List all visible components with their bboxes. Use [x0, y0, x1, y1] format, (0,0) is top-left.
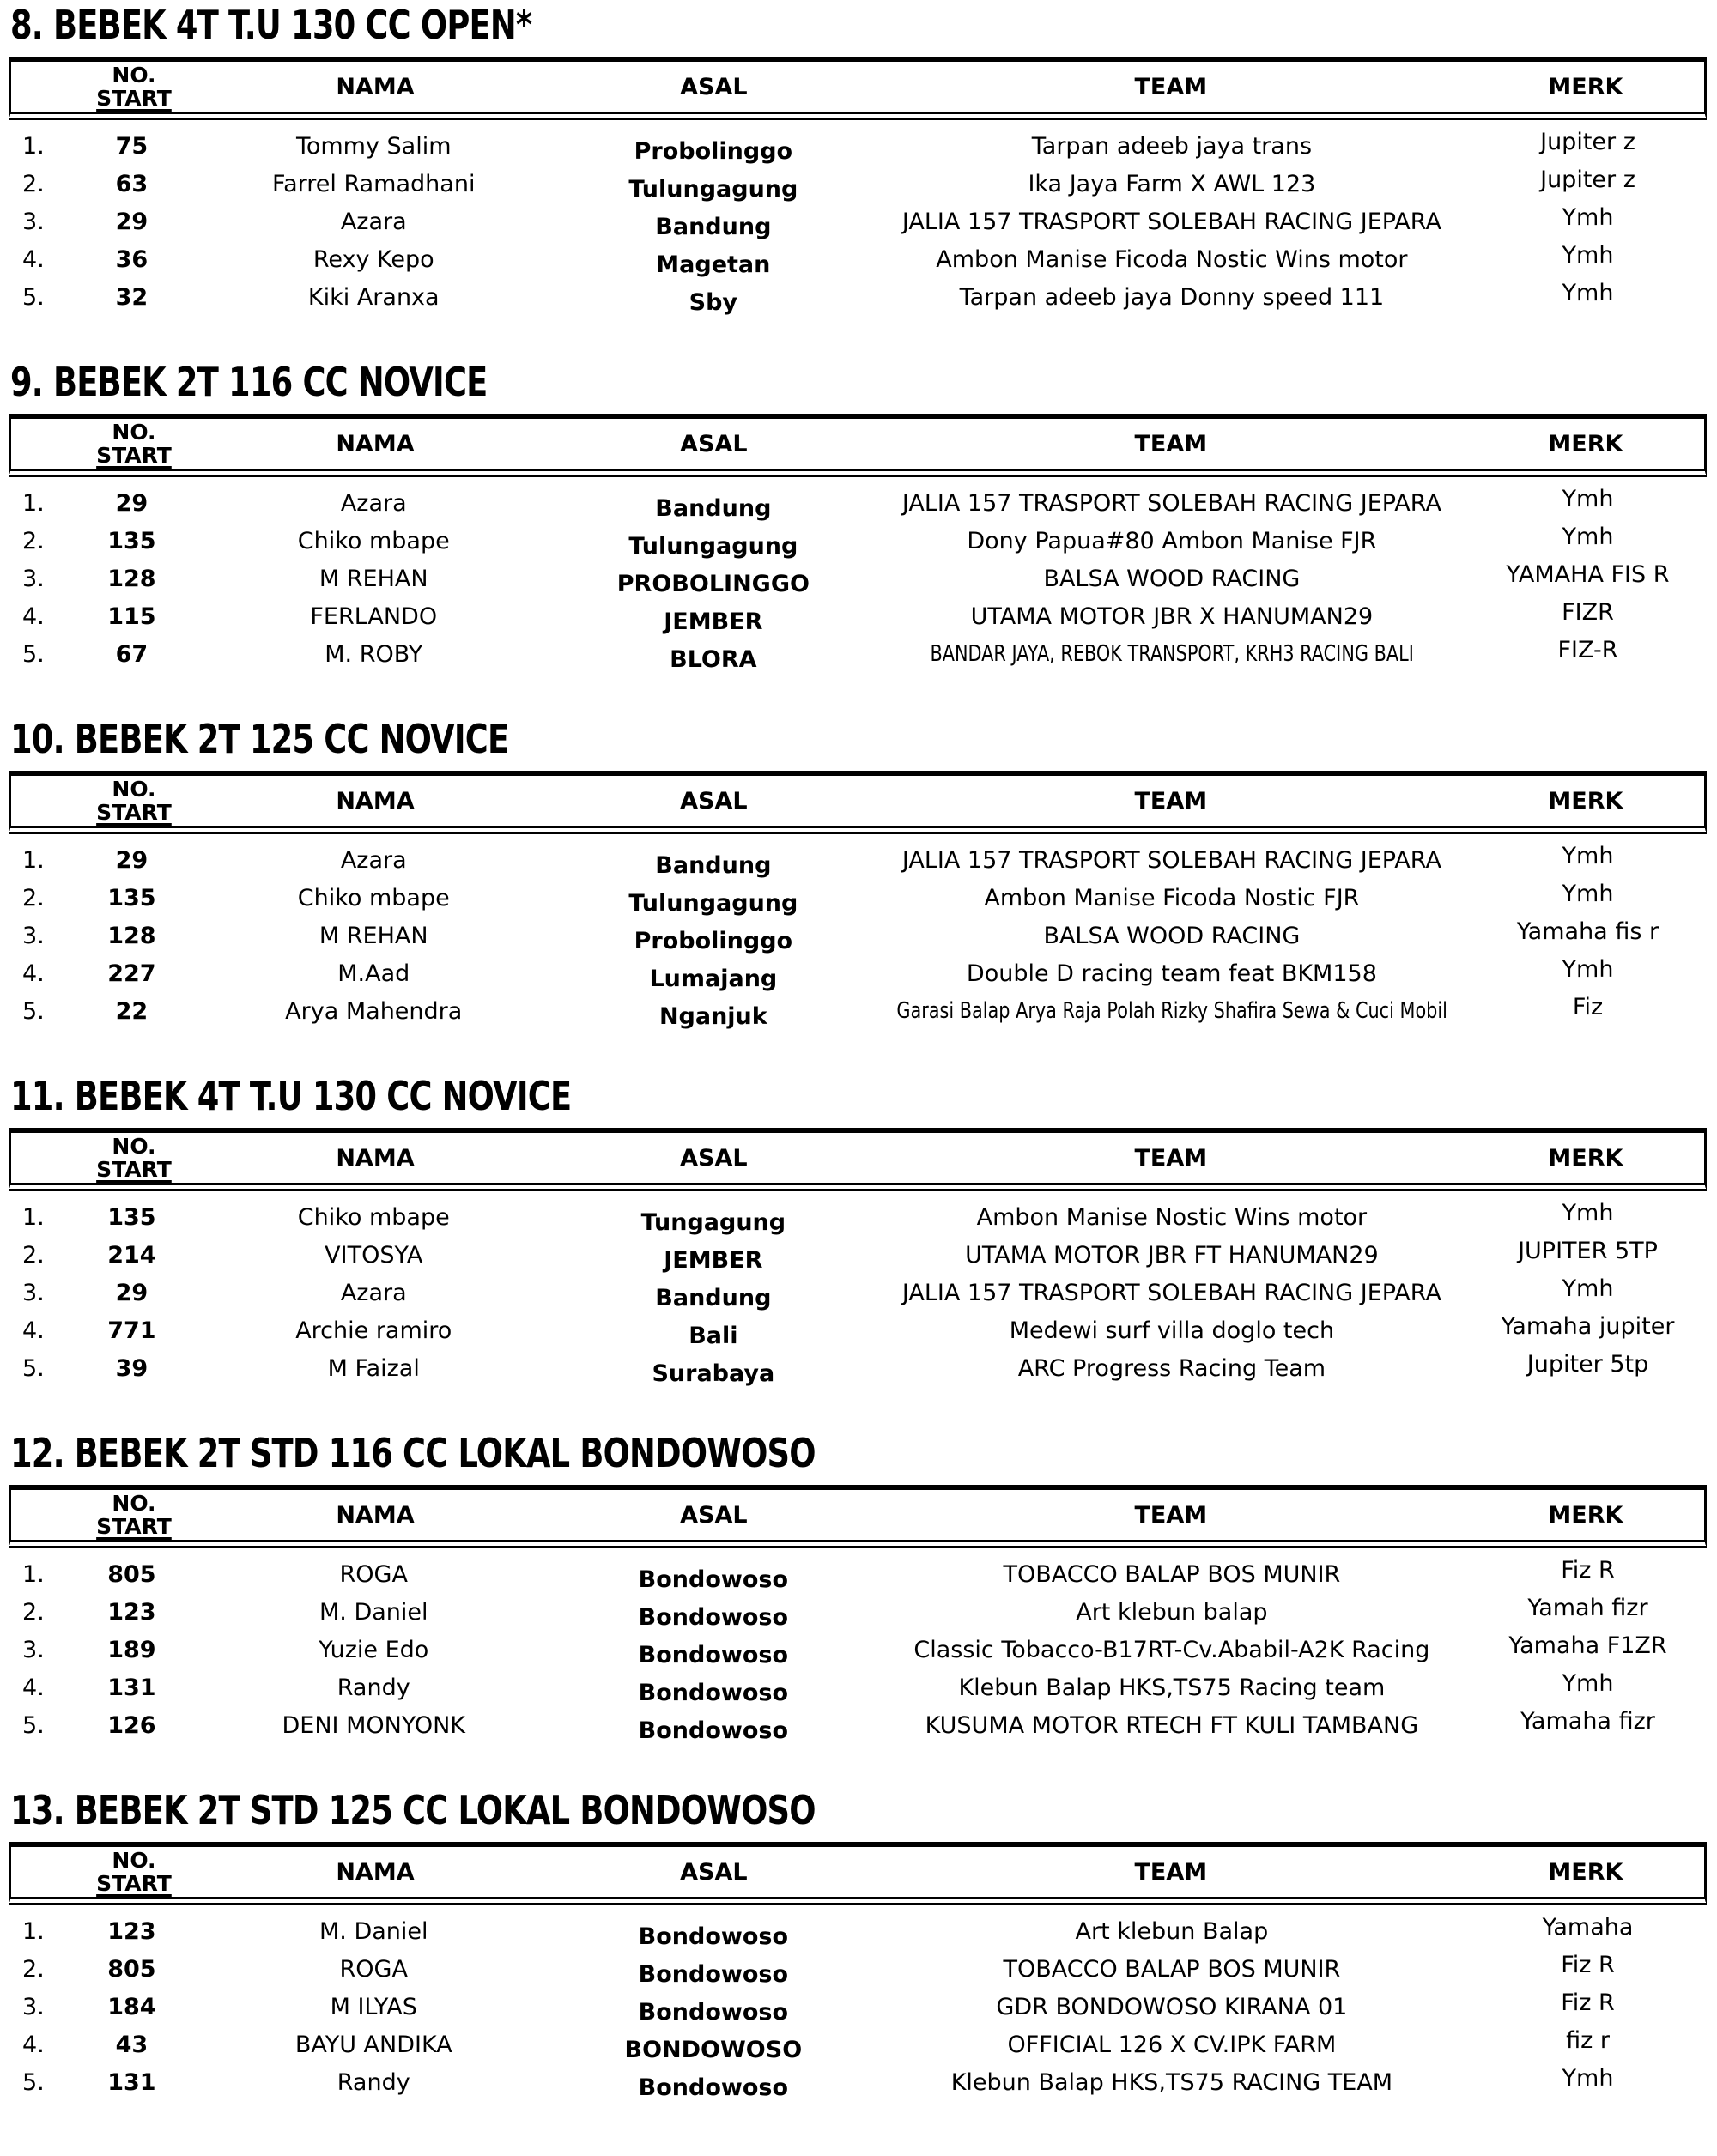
table-row	[9, 1988, 1707, 2026]
team-cell: GDR BONDOWOSO KIRANA 01	[996, 1993, 1348, 2020]
rider-name-cell: Archie ramiro	[295, 1317, 452, 1344]
rider-name-cell: Azara	[340, 489, 407, 517]
row-number-cell: 4.	[22, 960, 45, 987]
header-cell-rownum	[11, 1490, 70, 1540]
start-number-cell: 189	[107, 1636, 156, 1663]
table-body	[9, 1191, 1707, 1387]
race-class-section	[9, 359, 1707, 673]
start-number-cell: 123	[107, 1917, 156, 1945]
row-number-cell: 3.	[22, 1636, 45, 1663]
origin-cell: Bandung	[655, 213, 772, 240]
header-no-label: NO.	[112, 420, 156, 445]
table-row	[9, 2026, 1707, 2063]
table-header-row	[9, 57, 1707, 120]
row-number-cell: 4.	[22, 1674, 45, 1701]
brand-cell: Jupiter z	[1540, 128, 1635, 155]
origin-cell: Probolinggo	[634, 927, 793, 954]
header-cell-no-start	[70, 776, 197, 826]
row-number-cell: 2.	[22, 1598, 45, 1626]
team-cell: BANDAR JAYA, REBOK TRANSPORT, KRH3 RACING BALI	[930, 641, 1414, 667]
rider-name-cell: M Faizal	[327, 1354, 420, 1382]
brand-cell: Yamaha fizr	[1520, 1707, 1655, 1735]
team-cell: Tarpan adeeb jaya trans	[1031, 132, 1313, 160]
table-header-row	[9, 414, 1707, 477]
origin-cell: JEMBER	[664, 608, 763, 635]
header-cell-merk: MERK	[1548, 73, 1623, 100]
origin-cell: Bandung	[655, 851, 772, 879]
table-row	[9, 992, 1707, 1030]
header-cell-merk: MERK	[1548, 1858, 1623, 1886]
rider-name-cell: ROGA	[339, 1560, 408, 1588]
start-number-cell: 214	[107, 1241, 156, 1269]
rider-name-cell: Chiko mbape	[297, 527, 450, 554]
brand-cell: Yamaha F1ZR	[1508, 1632, 1667, 1659]
header-cell-no-start	[70, 1490, 197, 1540]
brand-cell: Ymh	[1562, 880, 1614, 907]
team-cell: JALIA 157 TRASPORT SOLEBAH RACING JEPARA	[901, 846, 1441, 874]
startlist-table	[9, 771, 1707, 1030]
row-number-cell: 1.	[22, 1203, 45, 1231]
row-number-cell: 4.	[22, 245, 45, 273]
rider-name-cell: M.Aad	[337, 960, 410, 987]
team-cell: Classic Tobacco-B17RT-Cv.Ababil-A2K Racing	[913, 1636, 1430, 1663]
table-row	[9, 1912, 1707, 1950]
row-number-cell: 3.	[22, 208, 45, 235]
header-cell-nama: NAMA	[336, 430, 415, 457]
start-number-cell: 43	[115, 2031, 149, 2058]
origin-cell: Surabaya	[652, 1360, 775, 1387]
header-start-label: START	[96, 86, 172, 111]
header-cell-asal: ASAL	[680, 1858, 748, 1886]
header-cell-nama: NAMA	[336, 1501, 415, 1529]
table-row	[9, 635, 1707, 673]
section-title: 11. BEBEK 4T T.U 130 CC NOVICE	[10, 1073, 572, 1119]
header-no-label: NO.	[112, 777, 156, 802]
row-number-cell: 1.	[22, 1560, 45, 1588]
section-title: 8. BEBEK 4T T.U 130 CC OPEN*	[10, 2, 532, 48]
row-number-cell: 1.	[22, 489, 45, 517]
table-row	[9, 1706, 1707, 1744]
table-row	[9, 1311, 1707, 1349]
row-number-cell: 5.	[22, 2068, 45, 2096]
header-cell-team: TEAM	[1134, 430, 1208, 457]
start-number-cell: 184	[107, 1993, 156, 2020]
brand-cell: Ymh	[1562, 2064, 1614, 2092]
brand-cell: fiz r	[1566, 2026, 1610, 2054]
team-cell: JALIA 157 TRASPORT SOLEBAH RACING JEPARA	[901, 1279, 1441, 1306]
header-cell-asal: ASAL	[680, 1144, 748, 1172]
race-class-section	[9, 1430, 1707, 1744]
team-cell: TOBACCO BALAP BOS MUNIR	[1003, 1955, 1341, 1983]
origin-cell: Bondowoso	[638, 1717, 789, 1744]
table-row	[9, 1236, 1707, 1274]
team-cell: Klebun Balap HKS,TS75 RACING TEAM	[950, 2068, 1393, 2096]
origin-cell: Bondowoso	[638, 1566, 789, 1593]
origin-cell: Bondowoso	[638, 1603, 789, 1631]
header-cell-rownum	[11, 776, 70, 826]
row-number-cell: 5.	[22, 640, 45, 668]
team-cell: Ika Jaya Farm X AWL 123	[1028, 170, 1316, 197]
table-row	[9, 954, 1707, 992]
header-start-label: START	[96, 800, 172, 825]
team-cell: TOBACCO BALAP BOS MUNIR	[1003, 1560, 1341, 1588]
rider-name-cell: M. ROBY	[325, 640, 423, 668]
row-number-cell: 3.	[22, 1279, 45, 1306]
rider-name-cell: Arya Mahendra	[285, 997, 463, 1025]
row-number-cell: 3.	[22, 565, 45, 592]
header-cell-rownum	[11, 1133, 70, 1183]
brand-cell: Fiz R	[1561, 1989, 1615, 2016]
race-class-section	[9, 716, 1707, 1030]
start-number-cell: 131	[107, 1674, 156, 1701]
team-cell: BALSA WOOD RACING	[1043, 922, 1301, 949]
brand-cell: Fiz R	[1561, 1951, 1615, 1978]
start-number-cell: 39	[115, 1354, 149, 1382]
team-cell: Klebun Balap HKS,TS75 Racing team	[958, 1674, 1386, 1701]
start-number-cell: 75	[115, 132, 149, 160]
table-body	[9, 120, 1707, 316]
origin-cell: Tungagung	[640, 1208, 786, 1236]
origin-cell: Lumajang	[649, 965, 778, 992]
header-start-label: START	[96, 1871, 172, 1896]
start-number-cell: 63	[115, 170, 149, 197]
origin-cell: JEMBER	[664, 1246, 763, 1274]
rider-name-cell: Azara	[340, 208, 407, 235]
race-class-section	[9, 2, 1707, 316]
rider-name-cell: M. Daniel	[319, 1917, 428, 1945]
team-cell: UTAMA MOTOR JBR X HANUMAN29	[970, 603, 1374, 630]
header-cell-no-start	[70, 1847, 197, 1897]
origin-cell: Probolinggo	[634, 137, 793, 165]
header-start-label: START	[96, 1157, 172, 1182]
header-cell-rownum	[11, 419, 70, 469]
table-row	[9, 879, 1707, 917]
origin-cell: Tulungagung	[628, 889, 798, 917]
start-number-cell: 29	[115, 1279, 149, 1306]
team-cell: UTAMA MOTOR JBR FT HANUMAN29	[965, 1241, 1379, 1269]
header-cell-team: TEAM	[1134, 1501, 1208, 1529]
rider-name-cell: Azara	[340, 1279, 407, 1306]
section-title: 10. BEBEK 2T 125 CC NOVICE	[10, 716, 509, 762]
rider-name-cell: M. Daniel	[319, 1598, 428, 1626]
brand-cell: Ymh	[1562, 1199, 1614, 1226]
start-number-cell: 123	[107, 1598, 156, 1626]
team-cell: Double D racing team feat BKM158	[966, 960, 1377, 987]
origin-cell: BONDOWOSO	[624, 2036, 803, 2063]
table-row	[9, 240, 1707, 278]
table-row	[9, 1349, 1707, 1387]
header-start-label: START	[96, 443, 172, 468]
table-row	[9, 1668, 1707, 1706]
rider-name-cell: Randy	[337, 1674, 410, 1701]
start-number-cell: 227	[107, 960, 156, 987]
brand-cell: Ymh	[1562, 1275, 1614, 1302]
brand-cell: Fiz	[1572, 993, 1604, 1020]
header-cell-asal: ASAL	[680, 73, 748, 100]
race-class-section	[9, 1787, 1707, 2101]
brand-cell: Yamaha fis r	[1516, 918, 1659, 945]
table-body	[9, 477, 1707, 673]
header-cell-merk: MERK	[1548, 787, 1623, 815]
table-body	[9, 834, 1707, 1030]
brand-cell: Jupiter z	[1540, 166, 1635, 193]
rider-name-cell: BAYU ANDIKA	[294, 2031, 452, 2058]
header-cell-team: TEAM	[1134, 1144, 1208, 1172]
rider-name-cell: Tommy Salim	[295, 132, 452, 160]
start-number-cell: 29	[115, 208, 149, 235]
brand-cell: Fiz R	[1561, 1556, 1615, 1584]
header-no-label: NO.	[112, 1848, 156, 1873]
rider-name-cell: Rexy Kepo	[312, 245, 434, 273]
rider-name-cell: M REHAN	[319, 565, 428, 592]
team-cell: Dony Papua#80 Ambon Manise FJR	[967, 527, 1377, 554]
header-cell-team: TEAM	[1134, 73, 1208, 100]
rider-name-cell: Yuzie Edo	[319, 1636, 429, 1663]
table-row	[9, 917, 1707, 954]
rider-name-cell: DENI MONYONK	[282, 1711, 465, 1739]
origin-cell: PROBOLINGGO	[616, 570, 810, 597]
brand-cell: Ymh	[1562, 279, 1614, 306]
row-number-cell: 1.	[22, 132, 45, 160]
header-cell-merk: MERK	[1548, 1501, 1623, 1529]
row-number-cell: 2.	[22, 884, 45, 911]
table-row	[9, 1555, 1707, 1593]
origin-cell: Bandung	[655, 494, 772, 522]
header-no-label: NO.	[112, 63, 156, 88]
brand-cell: JUPITER 5TP	[1518, 1237, 1658, 1264]
header-cell-asal: ASAL	[680, 787, 748, 815]
row-number-cell: 3.	[22, 922, 45, 949]
origin-cell: Magetan	[656, 251, 771, 278]
start-number-cell: 36	[115, 245, 149, 273]
startlist-table	[9, 1485, 1707, 1744]
origin-cell: Bali	[689, 1322, 738, 1349]
table-row	[9, 165, 1707, 203]
row-number-cell: 1.	[22, 846, 45, 874]
table-row	[9, 127, 1707, 165]
rider-name-cell: Farrel Ramadhani	[272, 170, 476, 197]
start-number-cell: 29	[115, 489, 149, 517]
row-number-cell: 5.	[22, 1711, 45, 1739]
origin-cell: Tulungagung	[628, 532, 798, 560]
header-cell-team: TEAM	[1134, 787, 1208, 815]
table-row	[9, 1198, 1707, 1236]
team-cell: Medewi surf villa doglo tech	[1009, 1317, 1335, 1344]
brand-cell: Ymh	[1562, 203, 1614, 231]
start-number-cell: 67	[115, 640, 149, 668]
row-number-cell: 2.	[22, 1955, 45, 1983]
section-title: 9. BEBEK 2T 116 CC NOVICE	[10, 359, 488, 405]
brand-cell: Ymh	[1562, 955, 1614, 983]
start-number-cell: 115	[107, 603, 156, 630]
table-body	[9, 1548, 1707, 1744]
table-header-row	[9, 771, 1707, 834]
table-header-row	[9, 1842, 1707, 1905]
origin-cell: Sby	[689, 288, 738, 316]
startlist-table	[9, 1128, 1707, 1387]
brand-cell: Ymh	[1562, 241, 1614, 269]
team-cell: BALSA WOOD RACING	[1043, 565, 1301, 592]
rider-name-cell: M REHAN	[319, 922, 428, 949]
rider-name-cell: Chiko mbape	[297, 884, 450, 911]
team-cell: OFFICIAL 126 X CV.IPK FARM	[1007, 2031, 1337, 2058]
start-number-cell: 135	[107, 527, 156, 554]
rider-name-cell: Azara	[340, 846, 407, 874]
team-cell: Ambon Manise Ficoda Nostic Wins motor	[936, 245, 1408, 273]
rider-name-cell: M ILYAS	[330, 1993, 417, 2020]
table-row	[9, 203, 1707, 240]
brand-cell: Yamaha jupiter	[1501, 1312, 1675, 1340]
row-number-cell: 5.	[22, 997, 45, 1025]
header-cell-rownum	[11, 62, 70, 112]
brand-cell: YAMAHA FIS R	[1506, 560, 1670, 588]
header-cell-no-start	[70, 62, 197, 112]
origin-cell: BLORA	[670, 645, 757, 673]
row-number-cell: 5.	[22, 1354, 45, 1382]
team-cell: KUSUMA MOTOR RTECH FT KULI TAMBANG	[925, 1711, 1419, 1739]
start-number-cell: 135	[107, 1203, 156, 1231]
start-number-cell: 29	[115, 846, 149, 874]
start-number-cell: 805	[107, 1955, 156, 1983]
start-number-cell: 32	[115, 283, 149, 311]
table-row	[9, 2063, 1707, 2101]
brand-cell: FIZ-R	[1557, 636, 1618, 663]
startlist-table	[9, 57, 1707, 316]
origin-cell: Bondowoso	[638, 1998, 789, 2026]
header-start-label: START	[96, 1514, 172, 1539]
team-cell: Ambon Manise Ficoda Nostic FJR	[984, 884, 1360, 911]
start-number-cell: 128	[107, 922, 156, 949]
header-cell-rownum	[11, 1847, 70, 1897]
origin-cell: Nganjuk	[658, 1002, 767, 1030]
table-body	[9, 1905, 1707, 2101]
row-number-cell: 1.	[22, 1917, 45, 1945]
header-no-label: NO.	[112, 1491, 156, 1516]
header-cell-merk: MERK	[1548, 430, 1623, 457]
header-cell-merk: MERK	[1548, 1144, 1623, 1172]
header-cell-nama: NAMA	[336, 1858, 415, 1886]
race-class-section	[9, 1073, 1707, 1387]
startlist-table	[9, 414, 1707, 673]
team-cell: Tarpan adeeb jaya Donny speed 111	[959, 283, 1385, 311]
start-number-cell: 126	[107, 1711, 156, 1739]
row-number-cell: 5.	[22, 283, 45, 311]
team-cell: JALIA 157 TRASPORT SOLEBAH RACING JEPARA	[901, 489, 1441, 517]
brand-cell: Ymh	[1562, 1669, 1614, 1697]
table-row	[9, 522, 1707, 560]
header-cell-asal: ASAL	[680, 430, 748, 457]
section-title: 13. BEBEK 2T STD 125 CC LOKAL BONDOWOSO	[10, 1787, 816, 1833]
rider-name-cell: Randy	[337, 2068, 410, 2096]
team-cell: Garasi Balap Arya Raja Polah Rizky Shafira Sewa & Cuci Mobil	[896, 998, 1447, 1024]
header-no-label: NO.	[112, 1134, 156, 1159]
rider-name-cell: ROGA	[339, 1955, 408, 1983]
header-cell-asal: ASAL	[680, 1501, 748, 1529]
rider-name-cell: FERLANDO	[310, 603, 438, 630]
origin-cell: Bondowoso	[638, 1641, 789, 1668]
start-number-cell: 771	[107, 1317, 156, 1344]
brand-cell: Ymh	[1562, 842, 1614, 869]
table-row	[9, 484, 1707, 522]
origin-cell: Bondowoso	[638, 1923, 789, 1950]
table-row	[9, 1274, 1707, 1311]
row-number-cell: 3.	[22, 1993, 45, 2020]
brand-cell: Yamaha	[1542, 1913, 1634, 1941]
origin-cell: Tulungagung	[628, 175, 798, 203]
start-number-cell: 128	[107, 565, 156, 592]
row-number-cell: 2.	[22, 527, 45, 554]
header-cell-no-start	[70, 1133, 197, 1183]
rider-name-cell: VITOSYA	[325, 1241, 423, 1269]
row-number-cell: 2.	[22, 170, 45, 197]
header-cell-team: TEAM	[1134, 1858, 1208, 1886]
team-cell: JALIA 157 TRASPORT SOLEBAH RACING JEPARA	[901, 208, 1441, 235]
team-cell: Ambon Manise Nostic Wins motor	[976, 1203, 1368, 1231]
header-cell-nama: NAMA	[336, 73, 415, 100]
table-row	[9, 1593, 1707, 1631]
table-row	[9, 597, 1707, 635]
origin-cell: Bondowoso	[638, 1960, 789, 1988]
team-cell: Art klebun balap	[1076, 1598, 1268, 1626]
table-row	[9, 841, 1707, 879]
start-number-cell: 805	[107, 1560, 156, 1588]
start-number-cell: 131	[107, 2068, 156, 2096]
origin-cell: Bondowoso	[638, 1679, 789, 1706]
row-number-cell: 4.	[22, 2031, 45, 2058]
rider-name-cell: Kiki Aranxa	[307, 283, 440, 311]
origin-cell: Bondowoso	[638, 2074, 789, 2101]
header-cell-nama: NAMA	[336, 1144, 415, 1172]
row-number-cell: 2.	[22, 1241, 45, 1269]
start-number-cell: 135	[107, 884, 156, 911]
table-row	[9, 1950, 1707, 1988]
header-cell-no-start	[70, 419, 197, 469]
table-header-row	[9, 1128, 1707, 1191]
table-header-row	[9, 1485, 1707, 1548]
startlist-table	[9, 1842, 1707, 2101]
section-title: 12. BEBEK 2T STD 116 CC LOKAL BONDOWOSO	[10, 1430, 816, 1476]
table-row	[9, 1631, 1707, 1668]
brand-cell: Yamah fizr	[1527, 1594, 1648, 1621]
row-number-cell: 4.	[22, 603, 45, 630]
brand-cell: Ymh	[1562, 485, 1614, 512]
brand-cell: Ymh	[1562, 523, 1614, 550]
rider-name-cell: Chiko mbape	[297, 1203, 450, 1231]
row-number-cell: 4.	[22, 1317, 45, 1344]
table-row	[9, 278, 1707, 316]
origin-cell: Bandung	[655, 1284, 772, 1311]
team-cell: ARC Progress Racing Team	[1017, 1354, 1326, 1382]
start-number-cell: 22	[115, 997, 149, 1025]
header-cell-nama: NAMA	[336, 787, 415, 815]
table-row	[9, 560, 1707, 597]
team-cell: Art klebun Balap	[1075, 1917, 1269, 1945]
brand-cell: FIZR	[1562, 598, 1614, 626]
brand-cell: Jupiter 5tp	[1526, 1350, 1649, 1378]
